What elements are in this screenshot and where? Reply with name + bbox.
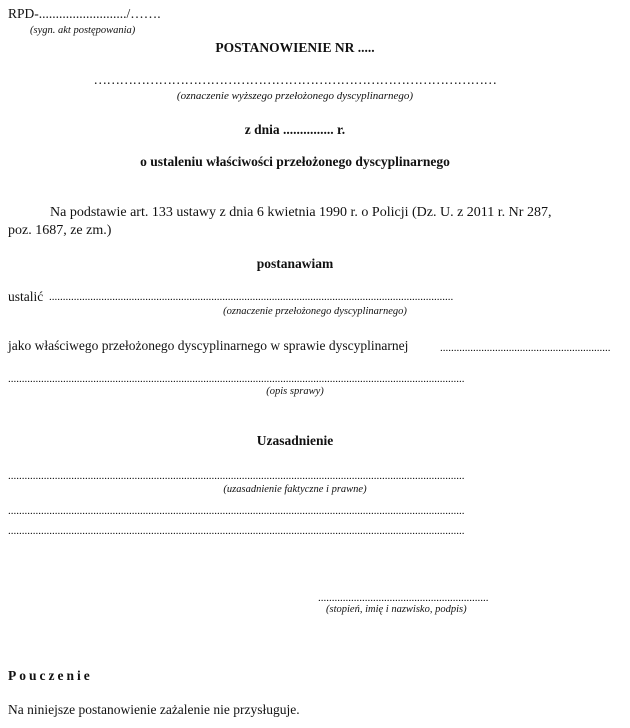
decision-heading: postanawiam [256,256,334,271]
signature-line: .............................................................. [318,592,489,604]
case-reference-caption: (sygn. akt postępowania) [30,25,136,36]
superior-designation-line: ………………………………………………………………………………… [93,72,497,87]
justification-line-3: ...................................................................................................................................................................... [8,525,465,537]
superior-designation-caption: (oznaczenie wyższego przełożonego dyscyplinarnego) [176,90,414,102]
legal-basis-line-1: Na podstawie art. 133 ustawy z dnia 6 kwietnia 1990 r. o Policji (Dz. U. z 2011 r. Nr 287, [50,205,552,220]
document-subject: o ustaleniu właściwości przełożonego dyscyplinarnego [140,154,450,169]
justification-caption: (uzasadnienie faktyczne i prawne) [223,484,367,495]
case-reference: RPD-........................../……. [8,6,161,21]
justification-line-2: ...................................................................................................................................................................... [8,505,465,517]
justification-heading: Uzasadnienie [256,433,334,448]
legal-basis-line-2: poz. 1687, ze zm.) [8,223,112,238]
instruction-text: Na niniejsze postanowienie zażalenie nie przysługuje. [8,702,300,717]
date-line: z dnia ............... r. [244,122,346,137]
document-heading: POSTANOWIENIE NR ..... [215,40,375,55]
case-field-start: .............................................................. [440,342,611,354]
instruction-heading: Pouczenie [8,668,93,683]
case-description-field: ...................................................................................................................................................................... [8,373,465,385]
signature-caption: (stopień, imię i nazwisko, podpis) [326,604,467,615]
jako-text: jako właściwego przełożonego dyscyplinarnego w sprawie dyscyplinarnej [8,338,409,353]
justification-line-1: ...................................................................................................................................................................... [8,470,465,482]
case-description-caption: (opis sprawy) [266,386,324,397]
superior-name-caption: (oznaczenie przełożonego dyscyplinarnego) [223,306,407,317]
ustalic-label: ustalić [8,289,44,304]
superior-name-field: ................................................................................................................................................... [49,291,454,303]
